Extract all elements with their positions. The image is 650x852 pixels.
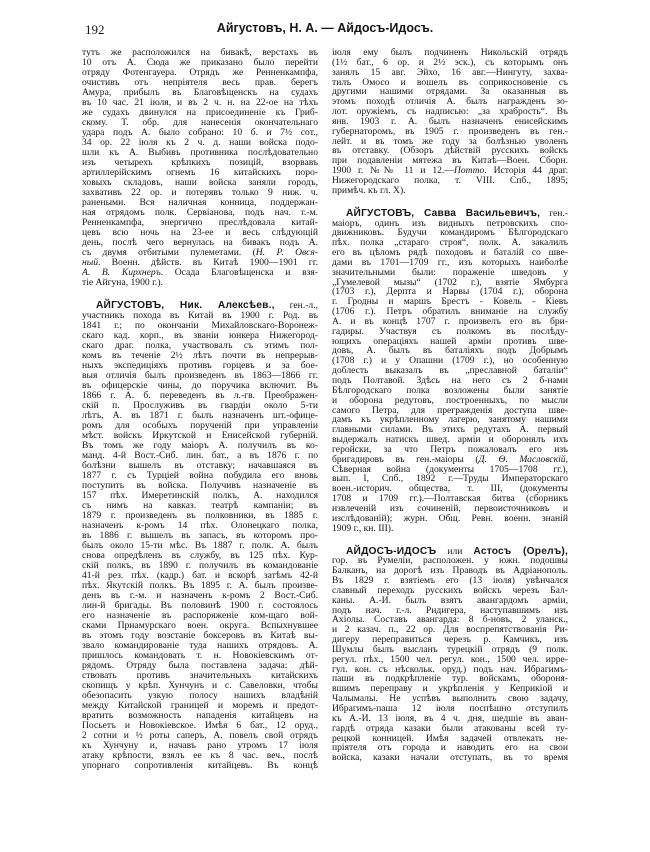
text-line: іюля ему былъ подчиненъ Никольскій отрядъ — [332, 47, 568, 58]
text-line: подъ нач. г.-л. Ридигера, наступавшимъ изъ — [332, 604, 568, 616]
text-line: захвативъ 22 ор. и потерявъ только 9 ниж. ч. — [82, 187, 318, 198]
text-line: скопищъ у крѣп. Хунчунъ и с. Савеловки, чтобы — [82, 680, 318, 691]
text-segment: ген.- — [540, 207, 568, 219]
text-line: Шумлы былъ высланъ турецкій отрядъ (9 полк. — [332, 643, 568, 655]
text-line: ющихъ операціяхъ нашей арміи противъ шве- — [332, 335, 568, 347]
text-line: лин-й бригады. Въ половинѣ 1900 г. состоялось — [82, 600, 318, 611]
text-line: Балканъ, на дорогѣ изъ Праводъ въ Адріанополь. — [332, 565, 568, 577]
article-entry — [82, 301, 318, 771]
text-line: главными силами. Въ этихъ редутахъ А. первый — [332, 424, 568, 436]
text-line: съ нимъ на кавказ. театрѣ кампаніи; въ — [82, 500, 318, 511]
text-segment: , — [565, 453, 568, 465]
text-segment: или — [436, 545, 474, 557]
text-line: ная отрядомъ полк. Сервіанова, подъ нач. г.-м. — [82, 207, 318, 218]
text-line: 1877 г. съ Турціей война побудила его вновь — [82, 470, 318, 481]
text-line: въ этомъ году возстаніе боксеровъ въ Китаѣ вы- — [82, 630, 318, 641]
text-line: былъ около 15-ти мѣс. Въ 1887 г. полк. А. былъ — [82, 540, 318, 551]
text-line: тіе Айгуна, 1900 г.). — [82, 277, 163, 288]
citation-author: Н. Р. Овся- — [255, 247, 318, 258]
text-line: доблесть выказалъ въ „преславной баталіи“ — [332, 365, 568, 377]
text-line: каны. А.-И. былъ взятъ авангардомъ арміи, — [332, 594, 568, 606]
text-line: этомъ походѣ отличія А. былъ награжденъ зо- — [332, 96, 568, 108]
text-line: Ахіолы. Составъ авангарда: 8 б-новъ, 2 уланск., — [332, 614, 568, 626]
text-line: пріятеля отъ города и наводить его на свои — [332, 742, 568, 754]
text-line: мѣст. войскъ Иркутской и Енисейской губерній. — [82, 430, 318, 441]
text-line: движниковъ. Будучи командиромъ Бѣлгородскаго — [332, 227, 568, 239]
text-column-right — [332, 48, 568, 763]
text-line: маіоръ, одинъ изъ видныхъ петровскихъ спо- — [332, 217, 568, 229]
text-line: скаго кад. корп., въ званіи юнкера Нижегород- — [82, 330, 318, 341]
text-line: рецкой конницей. Имѣя задачей отвлекать не- — [332, 732, 568, 744]
text-line: его въ цѣломъ рядѣ походовъ и баталій со шве- — [332, 247, 568, 259]
text-line: паши въ подкрѣпленіе тур. войскамъ, обороня- — [332, 673, 568, 685]
text-line: изслѣдованій); журн. Общ. Ревн. военн. знаній — [332, 512, 568, 524]
text-line: Въ 1829 г. взятіемъ его (13 іюля) увѣнчался — [332, 575, 568, 587]
text-line: сками Приамурскаго воен. округа. Вспыхнувшее — [82, 620, 318, 631]
page-number: 192 — [85, 22, 105, 37]
citation-author: ный — [82, 257, 99, 268]
entry-title: Астосъ (Орелъ), — [473, 545, 568, 557]
text-line: снова опредѣленъ въ службу, въ 125 пѣх. Кур- — [82, 550, 318, 561]
text-line: дамъ къ укрѣпленному лагерю, занятому нашими — [332, 414, 568, 426]
article-entry — [332, 209, 568, 534]
text-line: атаку крѣпости, взялъ ее къ 8 час. веч., послѣ — [82, 750, 318, 761]
text-line: г. Гродны и маршъ Брестъ - Ковель - Кіевъ — [332, 296, 568, 308]
text-line: выя отличія былъ произведенъ въ 1863—1866 гг. — [82, 370, 318, 381]
article-continuation — [82, 48, 318, 288]
text-line: скому. Т. обр. для нанесенія окончательнаго — [82, 117, 318, 128]
text-line: другими нашими отрядами. За оказанныя въ — [332, 86, 568, 98]
text-segment: . Осада Благовѣщенска и взя- — [160, 267, 318, 278]
text-line: Посьетъ и Новокіевское. Имѣя 6 бат., 12 оруд., — [82, 720, 318, 731]
text-line: упорнаго сопротивленія китайцевъ. Въ концѣ — [82, 760, 318, 771]
text-line: артиллерійскимъ огнемъ 16 китайскихъ поро- — [82, 167, 318, 178]
text-line: гадиры. Участвуя съ полкомъ въ послѣду- — [332, 325, 568, 337]
text-line: назначенъ к-ромъ 14 пѣх. Олонецкаго полка, — [82, 520, 318, 531]
text-line: при подавленіи мятежа въ Китаѣ—Воен. Сборн. — [332, 155, 568, 167]
text-line: же судахъ двинулся на присоединеніе къ Гриб- — [82, 107, 318, 118]
article-continuation — [332, 48, 568, 196]
text-line: лейт. и въ томъ же году за болѣзнью уволенъ — [332, 135, 568, 147]
entry-title: АЙДОСЪ-ИДОСЪ — [346, 545, 437, 557]
text-line: скій полкъ, въ 1890 г. получилъ въ командованіе — [82, 560, 318, 571]
text-line: 1866 г. А. б. переведенъ въ л.-гв. Преображен- — [82, 390, 318, 401]
text-line: 1909 г., кн. III). — [332, 522, 394, 534]
text-line: янв. 1903 г. А. былъ назначенъ енисейскимъ — [332, 115, 568, 127]
text-line: (1708 г.) и у Опашни (1709 г.), но особенную — [332, 355, 568, 367]
text-line: дами въ 1701—1709 гг., изъ которыхъ наиболѣе — [332, 256, 568, 268]
citation-author: Д. Ѳ. Масловскій — [478, 453, 566, 465]
text-line: 34 ор. 22 іюля къ 2 ч. д. наши войска подо- — [82, 137, 318, 148]
text-line: занялъ 15 авг. Эйхо, 16 авг.—Нингуту, захва- — [332, 66, 568, 78]
text-segment: . Исторія 44 драг. — [484, 165, 568, 177]
text-line: Ренненкампфа, энергично преслѣдовала китай- — [82, 217, 318, 228]
text-line: 1708 и 1709 гг.).—Полтавская битва (сборникъ — [332, 493, 568, 505]
text-line: Сѣверная война (документы 1705—1708 гг.), — [332, 463, 568, 475]
text-line: Въ томъ же году маіоръ А. получилъ въ ко- — [82, 440, 318, 451]
text-line: „Гумелевой мызы“ (1702 г.), взятіе Ямбурга — [332, 276, 568, 288]
text-line: Ибрагимъ-паша 12 іюля поспѣшно отступилъ — [332, 703, 568, 714]
text-line: гор. въ Румеліи, расположен. у южн. подошвы — [332, 555, 568, 567]
text-line: очистивъ отъ непріятеля весь прав. берегъ — [82, 77, 318, 88]
text-line: войска, казаки начали отступать, въ то время — [332, 752, 568, 764]
text-line: (1706 г.). Петръ обратилъ вниманіе на службу — [332, 306, 568, 318]
text-segment: 1900 г. №№ 11 и 12.— — [332, 165, 454, 177]
text-line: ствовать противъ значительныхъ китайскихъ — [82, 670, 318, 681]
text-line: вып. I, Спб., 1892 г.—Труды Императорскаго — [332, 473, 568, 485]
citation-author: Потто — [453, 165, 485, 177]
text-line: скаго драг. полка, участвовалъ съ этимъ пол- — [82, 340, 318, 351]
text-line: день, послѣ чего вернулась на бивакъ подъ А. — [82, 237, 318, 248]
text-line: примѣч. къ гл. X). — [332, 184, 406, 196]
text-line: 10 отъ А. Сюда же приказано было перейти — [82, 57, 318, 68]
text-line: 41-й рез. пѣх. (кадр.) бат. и вскорѣ затѣмъ 42-й — [82, 570, 318, 581]
text-line: тутъ же расположился на бивакѣ, верстахъ въ — [82, 47, 318, 58]
text-line: 2 сотни и ½ роты саперъ, А. повелъ свой отрядъ — [82, 730, 318, 741]
text-line: между Китайской границей и моремъ и предот- — [82, 700, 318, 711]
text-line: самого Петра, для прегражденія доступа шве- — [332, 404, 568, 416]
text-line: 157 пѣх. Имеретинскій полкъ, А. находился — [82, 490, 318, 501]
text-line: лѣтъ, А. въ 1871 г. былъ назначенъ шт.-офице- — [82, 410, 318, 421]
text-line: Нижегородскаго полка, т. VIII. Спб., 1895; — [332, 174, 568, 186]
text-line: лот. оружіемъ, съ надписью: „за храбрость“. Въ — [332, 106, 568, 118]
text-line: манд. 4-й Вост.-Сиб. лин. бат., а въ 1876 г. по — [82, 450, 318, 461]
text-line: цевъ всю ночь на 23-ее и весь слѣдующій — [82, 227, 318, 238]
text-line: значительными были: пораженіе шведовъ у — [332, 266, 568, 278]
text-line: отряду Фотенгауера. Отрядъ же Ренненкампфа, — [82, 67, 318, 78]
text-line: регул. пѣх., 1500 чел. регул. кон., 1500 чел. ирре- — [332, 653, 568, 665]
text-line: участникъ похода въ Китай въ 1900 г. Род. въ — [82, 310, 318, 321]
text-line: въ офицерскіе чины, до поручика включит. Въ — [82, 380, 318, 391]
text-line: 1841 г.; по окончаніи Михайловскаго-Воронеж- — [82, 320, 318, 331]
text-line: болѣзни вышелъ въ отставку; начавшаяся въ — [82, 460, 318, 471]
text-line: подъ Полтавой. Здѣсь на него съ 2 б-нами — [332, 375, 568, 386]
text-line: славный переходъ русскихъ войскъ черезъ Бал- — [332, 584, 568, 596]
text-line: въ отставку. (Обзоръ дѣйствій русскихъ войскъ — [332, 145, 568, 157]
entry-title: АЙГУСТОВЪ, Савва Васильевичъ, — [346, 207, 541, 219]
text-line: къ Хунчуну и, начавъ рано утромъ 17 іюля — [82, 740, 318, 751]
text-line: пѣх. полка „стараго строя“, полк. А. закалилъ — [332, 237, 568, 249]
text-line: ромъ для особыхъ порученій при управленіи — [82, 420, 318, 431]
text-line: воен.-историч. общества, т. III, (документы — [332, 483, 568, 495]
text-line: изъ четырехъ крѣпкихъ позицій, взорвавъ — [82, 157, 318, 168]
text-line: вратить возможность нападенія китайцевъ на — [82, 710, 318, 721]
text-line: извлеченій изъ сочиненій, первоисточниковъ и — [332, 502, 568, 514]
text-line: скій п. Прослуживъ въ гвардіи около 5-ти — [82, 400, 318, 411]
text-line: довъ, А. былъ въ баталіяхъ подъ Добрымъ — [332, 345, 568, 357]
text-line: обезопасить узкую полосу нашихъ владѣній — [82, 690, 318, 701]
running-title: Айгустовъ, Н. А. — Айдосъ-Идосъ. — [216, 21, 434, 35]
text-line: его назначеніе въ распоряженіе ком-щаго вой- — [82, 610, 318, 621]
text-line: ранеными. Вся наличная конница, поддержан- — [82, 197, 318, 208]
text-line: Чалымалы. Не успѣвъ выполнить свою задачу, — [332, 693, 568, 705]
entry-title: АЙГУСТОВЪ, Ник. Алексѣев., — [96, 300, 275, 311]
text-line: (1½ бат., 6 ор. и 2½ эск.), съ которымъ онъ — [332, 56, 568, 68]
text-line: А. и въ концѣ 1707 г. произвелъ его въ бри- — [332, 315, 568, 327]
text-line: шли къ А. Выбивъ противника послѣдовательно — [82, 147, 318, 158]
text-line: Бѣлгородскаго полка возложены были занятіе — [332, 384, 568, 396]
text-line: гардѣ отряда казаки были атакованы всей ту- — [332, 722, 568, 734]
text-line: выдержалъ натискъ швед. арміи и оборонялъ ихъ — [332, 434, 568, 446]
text-line: комъ въ теченіе 2½ лѣтъ почти въ непрерыв- — [82, 350, 318, 361]
text-line: дигеру переправиться черезъ р. Камчикъ, изъ — [332, 634, 568, 646]
text-segment: . Военн. дѣйств. въ Китаѣ 1900—1901 гг. — [98, 257, 318, 268]
text-line: звало командированіе туда нашихъ отрядовъ. А. — [82, 640, 318, 651]
text-segment: ген.-л., — [274, 300, 318, 311]
text-column-left — [82, 48, 318, 771]
text-line: ховыхъ складовъ, наши войска заняли городъ, — [82, 177, 318, 188]
text-line: (1703 г.), Дерпта и Нарвы (1704 г.), оборона — [332, 286, 568, 298]
text-segment: съ двумя отбитыми пулеметами. ( — [82, 247, 256, 258]
text-line: удара подъ А. было собрано: 10 б. и 7½ сот., — [82, 127, 318, 138]
text-line: ныхъ экспедиціяхъ противъ горцевъ и за бое- — [82, 360, 318, 371]
text-line: губернаторомъ, въ 1905 г. произведенъ въ ген.- — [332, 125, 568, 137]
text-segment: бригадировъ въ ген.-маіоры ( — [332, 453, 479, 465]
text-line: гул. кон. съ нѣскольк. оруд.) подъ нач. Ибрагимъ- — [332, 663, 568, 675]
text-line: пришлось командовать т. н. Новокіевскимъ от- — [82, 650, 318, 661]
text-line: Амура, прибылъ въ Благовѣщенскъ на судахъ — [82, 87, 318, 98]
citation-author: А. В. Кирхнеръ — [82, 267, 161, 278]
text-line: поступить въ войска. Получивъ назначеніе въ — [82, 480, 318, 491]
text-line: и оборона редутовъ, построенныхъ, по мысли — [332, 394, 568, 406]
text-line: денъ въ г.-м. и назначенъ к-ромъ 2 Вост.-Сиб. — [82, 590, 318, 601]
text-line: тилъ Омосо и вошелъ въ соприкосновеніе съ — [332, 76, 568, 88]
text-line: геройски, за что Петръ пожаловалъ его изъ — [332, 443, 568, 455]
article-entry — [332, 547, 568, 764]
text-line: въ 1886 г. вышелъ въ запасъ, въ которомъ про- — [82, 530, 318, 541]
text-line: и 2 казач. п., 22 ор. Для воспрепятствованія Ри- — [332, 624, 568, 636]
text-line: вшимъ переправу и укрѣпленія у Кеприкіой и — [332, 683, 568, 695]
text-line: въ 10 час. 21 іюля, и въ 2 ч. н. на 22-ое на тѣхъ — [82, 97, 318, 108]
text-line: рядомъ. Отряду была поставлена задача: дѣй- — [82, 660, 318, 671]
text-line: пѣх. Якутскій полкъ. Въ 1895 г. А. былъ произве- — [82, 580, 318, 591]
text-line: къ А.-И. 13 іюля, въ 4 ч. дня, шедшіе въ аван- — [332, 712, 568, 724]
text-line: 1879 г. произведенъ въ полковники, въ 1885 г. — [82, 510, 318, 521]
